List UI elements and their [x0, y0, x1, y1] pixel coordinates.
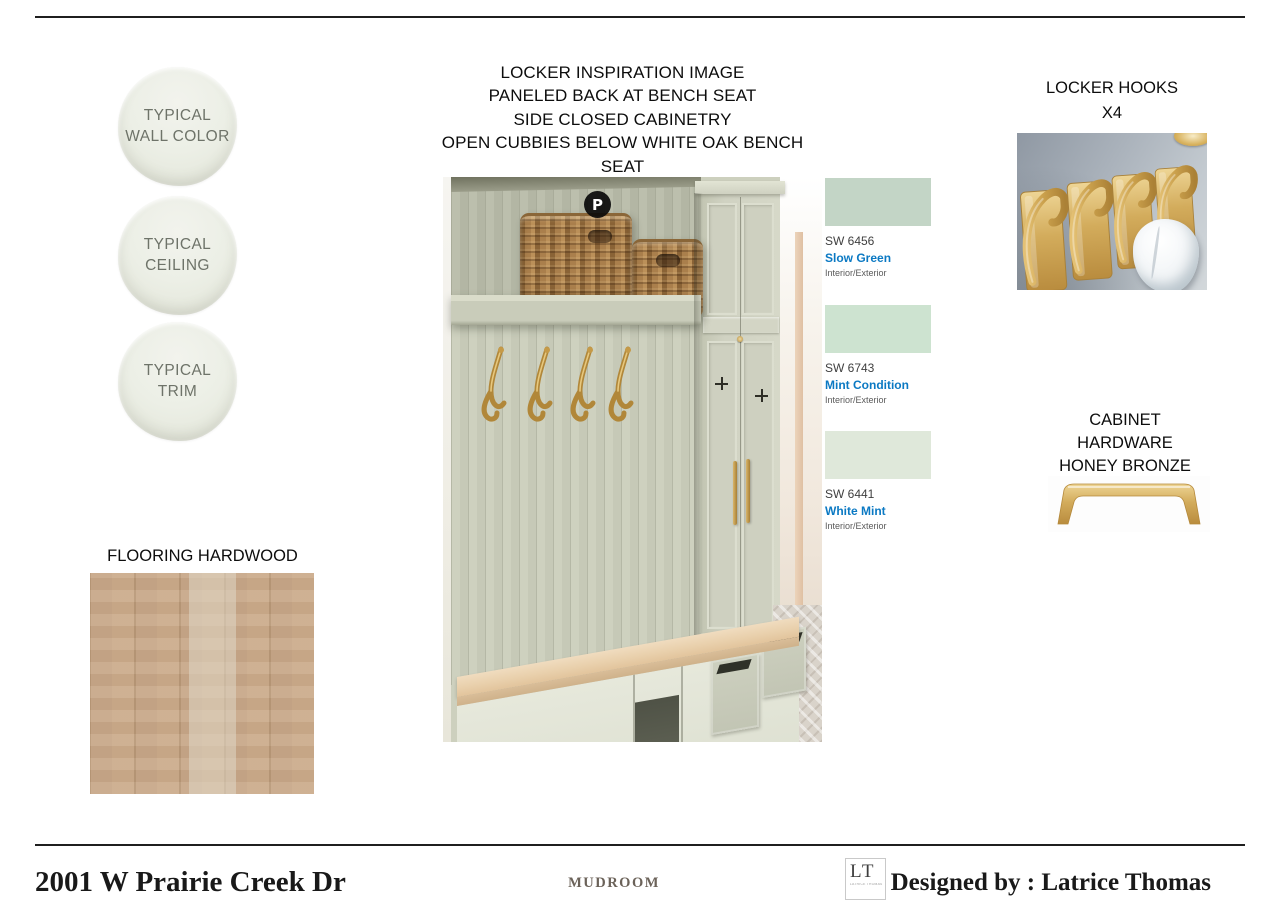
door-vent-cross: [715, 377, 728, 390]
towel-fold: [1150, 226, 1160, 279]
paint-swatch: [825, 431, 931, 479]
paint-dollop-trim: [118, 322, 237, 441]
designer-logo: [845, 858, 886, 900]
brass-hook-icon: [560, 345, 598, 423]
inspiration-title-line: LOCKER INSPIRATION IMAGE: [500, 63, 745, 82]
paint-dollop-label: [144, 361, 211, 402]
cabinet-rail: [703, 317, 779, 333]
cabinet-hardware-line: HARDWARE: [1077, 434, 1173, 452]
paint-dollop-wall-color: [118, 67, 237, 186]
inspiration-title-line: SEAT: [600, 156, 645, 176]
cabinet-hardware-title: [1040, 409, 1210, 478]
brass-pull-icon: [1048, 476, 1210, 532]
paint-usage: Interior/Exterior: [825, 521, 887, 531]
door-trim: [795, 232, 803, 607]
paint-chip-white-mint: [825, 431, 931, 531]
gold-badge-icon: [1174, 133, 1207, 146]
paint-swatch: [825, 178, 931, 226]
paint-code: SW 6743: [825, 361, 875, 375]
brass-hook-icon: [598, 345, 636, 423]
bench-seam: [681, 666, 683, 742]
door-vent-cross: [755, 389, 768, 402]
cabinet-door-panel: [707, 203, 737, 315]
inspiration-title-line: SIDE CLOSED CABINETRY: [513, 109, 732, 129]
logo-name: LATRICE THOMAS: [850, 883, 883, 887]
paint-usage: Interior/Exterior: [825, 395, 887, 405]
locker-side-panel: [443, 177, 451, 742]
pinterest-icon[interactable]: [584, 191, 611, 218]
flooring-label: FLOORING HARDWOOD: [107, 547, 298, 565]
project-address: 2001 W Prairie Creek Dr: [35, 866, 346, 898]
paint-dollop-label: [144, 235, 211, 276]
inspiration-title: [430, 61, 815, 178]
cabinet-hardware-line: CABINET: [1089, 411, 1161, 429]
basket-handle: [588, 230, 612, 243]
cabinet-door-panel: [742, 203, 774, 315]
cabinet-shadow: [694, 193, 703, 635]
brass-hook-icon: [517, 345, 555, 423]
paint-name: Slow Green: [825, 251, 892, 265]
wood-plank-light: [189, 573, 236, 794]
mudroom-inspiration-photo: [443, 177, 822, 742]
door-pull: [733, 461, 737, 525]
dollop-line: TYPICAL: [143, 107, 212, 124]
paint-usage: Interior/Exterior: [825, 268, 887, 278]
cabinet-hardware-line: HONEY BRONZE: [1059, 457, 1191, 475]
paint-chip-slow-green: [825, 178, 931, 278]
pinterest-glyph: P: [592, 195, 603, 214]
cabinet-pull-product-image: [1048, 476, 1210, 532]
logo-initials: LT: [850, 861, 876, 882]
dollop-line: TYPICAL: [143, 236, 212, 253]
bottom-divider: [35, 844, 1245, 846]
cabinet-knob: [737, 336, 743, 342]
dollop-line: CEILING: [145, 256, 210, 274]
dollop-line: TRIM: [157, 382, 198, 400]
locker-hooks-title: [1017, 76, 1207, 126]
cabinet-crown: [695, 181, 785, 194]
locker-hooks-title-line: LOCKER HOOKS: [1045, 79, 1179, 97]
paint-code: SW 6456: [825, 234, 875, 248]
door-pull: [746, 459, 750, 523]
locker-hooks-quantity: X4: [1101, 104, 1123, 122]
cabinet-door-seam: [740, 197, 741, 629]
inspiration-title-line: PANELED BACK AT BENCH SEAT: [488, 86, 757, 106]
dollop-line: WALL COLOR: [125, 127, 230, 145]
wicker-basket: [520, 213, 632, 301]
paint-name: White Mint: [825, 504, 886, 518]
paint-dollop-ceiling: [118, 196, 237, 315]
paint-code: SW 6441: [825, 487, 875, 501]
room-label: MUDROOM: [568, 875, 660, 891]
brass-hook-icon: [471, 345, 509, 423]
towel: [1133, 219, 1199, 290]
paint-name: Mint Condition: [825, 378, 909, 392]
designed-by: Designed by : Latrice Thomas: [890, 869, 1211, 896]
locker-shelf: [451, 295, 701, 325]
paint-chip-mint-condition: [825, 305, 931, 405]
flooring-hardwood-image: [90, 573, 314, 794]
paint-dollop-label: [125, 106, 230, 147]
paint-swatch: [825, 305, 931, 353]
bench-drawer: [711, 653, 759, 735]
drawer-pull-slot: [716, 659, 751, 674]
top-divider: [35, 16, 1245, 18]
open-cubby: [635, 695, 679, 742]
dollop-line: TYPICAL: [143, 362, 212, 379]
basket-handle: [656, 254, 680, 267]
locker-hooks-product-image: [1017, 133, 1207, 290]
inspiration-title-line: OPEN CUBBIES BELOW WHITE OAK BENCH: [441, 133, 804, 153]
